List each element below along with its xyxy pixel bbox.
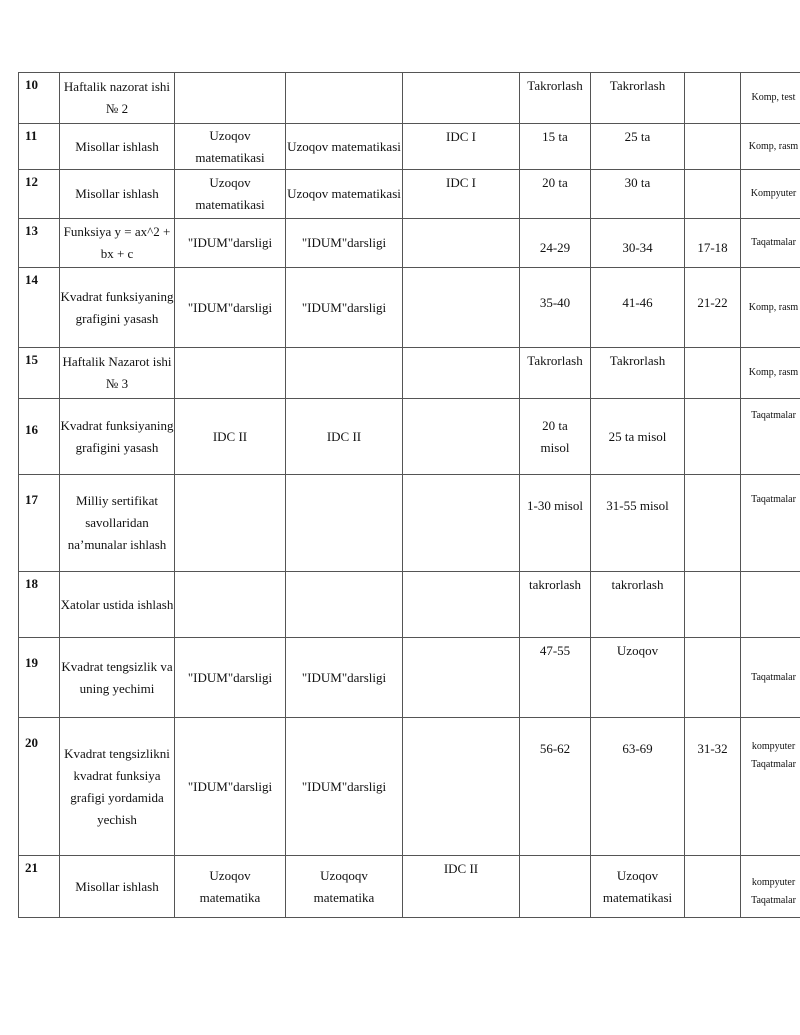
homework-cell: 25 ta misol <box>591 399 685 475</box>
homework-cell: 25 ta <box>591 124 685 170</box>
resource-cell <box>175 73 286 124</box>
resource-cell: IDC II <box>286 399 403 475</box>
homework-cell: 63-69 <box>591 718 685 856</box>
topic-cell: Haftalik nazorat ishi № 2 <box>60 73 175 124</box>
homework-cell: Takrorlash <box>591 348 685 399</box>
table-row <box>19 572 800 638</box>
classwork-cell: 20 ta <box>520 170 591 219</box>
resource-cell <box>175 475 286 572</box>
row-number: 19 <box>19 638 60 718</box>
topic-cell: Kvadrat tengsizlik va uning yechimi <box>60 638 175 718</box>
idc-cell <box>403 638 520 718</box>
topic-cell: Milliy sertifikat savollaridan na’munalar ishlash <box>60 475 175 572</box>
pages-cell <box>685 124 741 170</box>
equipment-cell: kompyuter Taqatmalar <box>741 856 800 918</box>
idc-cell: IDC I <box>403 170 520 219</box>
resource-cell: Uzoqov matematikasi <box>286 170 403 219</box>
topic-cell: Kvadrat tengsizlikni kvadrat funksiya grafigi yordamida yechish <box>60 718 175 856</box>
pages-cell <box>685 348 741 399</box>
pages-cell <box>685 638 741 718</box>
topic-cell: Kvadrat funksiyaning grafigini yasash <box>60 399 175 475</box>
homework-cell: Takrorlash <box>591 73 685 124</box>
row-number: 10 <box>19 73 60 124</box>
topic-cell: Haftalik Nazarot ishi № 3 <box>60 348 175 399</box>
pages-cell <box>685 856 741 918</box>
idc-cell <box>403 268 520 348</box>
pages-cell <box>685 399 741 475</box>
resource-cell <box>286 572 403 638</box>
homework-cell: Uzoqov <box>591 638 685 718</box>
topic-cell: Xatolar ustida ishlash <box>60 572 175 638</box>
resource-cell <box>286 475 403 572</box>
equipment-cell: Taqatmalar <box>741 638 800 718</box>
equipment-cell: kompyuter Taqatmalar <box>741 718 800 856</box>
table-row <box>19 718 800 856</box>
pages-cell: 21-22 <box>685 268 741 348</box>
equipment-cell: Kompyuter <box>741 170 800 219</box>
equipment-cell: Komp, rasm <box>741 268 800 348</box>
row-number: 16 <box>19 399 60 475</box>
equipment-cell: Taqatmalar <box>741 399 800 475</box>
idc-cell <box>403 475 520 572</box>
idc-cell <box>403 718 520 856</box>
resource-cell <box>286 348 403 399</box>
resource-cell: Uzoqoqv matematika <box>286 856 403 918</box>
resource-cell: "IDUM"darsligi <box>286 718 403 856</box>
equipment-cell: Taqatmalar <box>741 475 800 572</box>
idc-cell <box>403 219 520 268</box>
row-number: 20 <box>19 718 60 856</box>
classwork-cell: 1-30 misol <box>520 475 591 572</box>
resource-cell: IDC II <box>175 399 286 475</box>
equipment-cell <box>741 572 800 638</box>
resource-cell: Uzoqov matematika <box>175 856 286 918</box>
row-number: 12 <box>19 170 60 219</box>
resource-cell <box>175 572 286 638</box>
idc-cell: IDC I <box>403 124 520 170</box>
table-row <box>19 348 800 399</box>
topic-cell: Funksiya y = ax^2 + bx + c <box>60 219 175 268</box>
classwork-cell: 20 ta misol <box>520 399 591 475</box>
table-row <box>19 475 800 572</box>
equipment-cell: Komp, rasm <box>741 348 800 399</box>
equipment-cell: Komp, rasm <box>741 124 800 170</box>
idc-cell <box>403 73 520 124</box>
idc-cell: IDC II <box>403 856 520 918</box>
pages-cell: 17-18 <box>685 219 741 268</box>
classwork-cell: takrorlash <box>520 572 591 638</box>
idc-cell <box>403 348 520 399</box>
topic-cell: Misollar ishlash <box>60 124 175 170</box>
homework-cell: 41-46 <box>591 268 685 348</box>
table-row <box>19 219 800 268</box>
idc-cell <box>403 399 520 475</box>
row-number: 11 <box>19 124 60 170</box>
pages-cell <box>685 572 741 638</box>
homework-cell: 30-34 <box>591 219 685 268</box>
resource-cell: "IDUM"darsligi <box>175 638 286 718</box>
resource-cell: Uzoqov matematikasi <box>175 170 286 219</box>
table-row <box>19 73 800 124</box>
classwork-cell: 56-62 <box>520 718 591 856</box>
table-row <box>19 268 800 348</box>
pages-cell <box>685 475 741 572</box>
homework-cell: Uzoqov matematikasi <box>591 856 685 918</box>
table-row <box>19 170 800 219</box>
lesson-plan-table <box>18 72 800 918</box>
equipment-cell: Komp, test <box>741 73 800 124</box>
classwork-cell: 35-40 <box>520 268 591 348</box>
classwork-cell: 47-55 <box>520 638 591 718</box>
equipment-cell: Taqatmalar <box>741 219 800 268</box>
topic-cell: Misollar ishlash <box>60 856 175 918</box>
table-row <box>19 856 800 918</box>
classwork-cell: Takrorlash <box>520 348 591 399</box>
resource-cell: "IDUM"darsligi <box>175 268 286 348</box>
row-number: 21 <box>19 856 60 918</box>
row-number: 18 <box>19 572 60 638</box>
resource-cell: "IDUM"darsligi <box>286 638 403 718</box>
topic-cell: Misollar ishlash <box>60 170 175 219</box>
resource-cell: Uzoqov matematikasi <box>286 124 403 170</box>
row-number: 14 <box>19 268 60 348</box>
resource-cell: Uzoqov matematikasi <box>175 124 286 170</box>
homework-cell: 31-55 misol <box>591 475 685 572</box>
homework-cell: 30 ta <box>591 170 685 219</box>
row-number: 15 <box>19 348 60 399</box>
resource-cell: "IDUM"darsligi <box>175 718 286 856</box>
row-number: 17 <box>19 475 60 572</box>
classwork-cell <box>520 856 591 918</box>
idc-cell <box>403 572 520 638</box>
resource-cell <box>175 348 286 399</box>
homework-cell: takrorlash <box>591 572 685 638</box>
table-row <box>19 638 800 718</box>
resource-cell: "IDUM"darsligi <box>286 219 403 268</box>
table-row <box>19 399 800 475</box>
classwork-cell: 15 ta <box>520 124 591 170</box>
classwork-cell: Takrorlash <box>520 73 591 124</box>
resource-cell: "IDUM"darsligi <box>286 268 403 348</box>
resource-cell: "IDUM"darsligi <box>175 219 286 268</box>
classwork-cell: 24-29 <box>520 219 591 268</box>
resource-cell <box>286 73 403 124</box>
pages-cell: 31-32 <box>685 718 741 856</box>
pages-cell <box>685 73 741 124</box>
table-row <box>19 124 800 170</box>
pages-cell <box>685 170 741 219</box>
topic-cell: Kvadrat funksiyaning grafigini yasash <box>60 268 175 348</box>
row-number: 13 <box>19 219 60 268</box>
